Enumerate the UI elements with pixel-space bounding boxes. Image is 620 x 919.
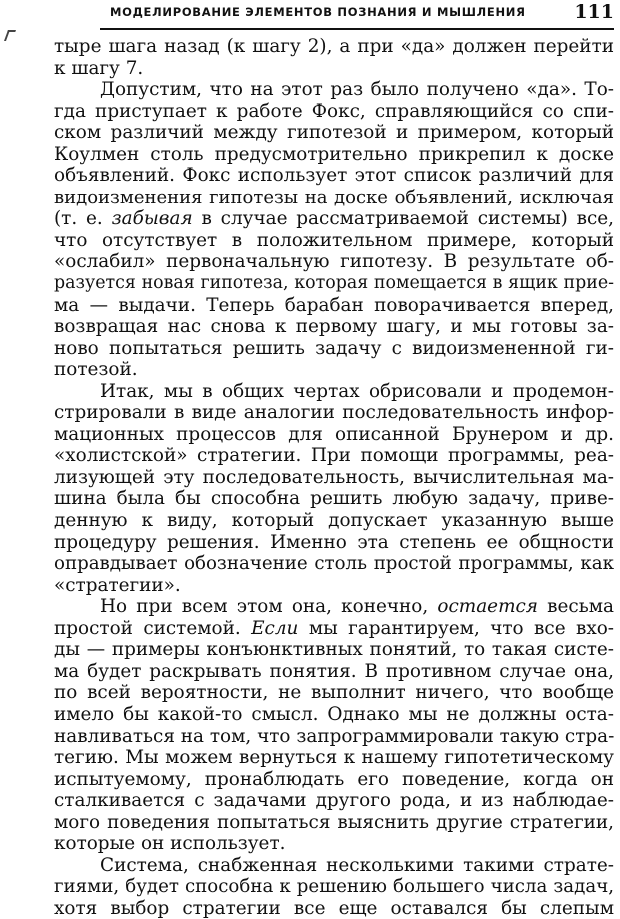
text-line: объявлений. Фокс использует этот список различий для [54, 165, 614, 187]
text-line [54, 596, 614, 618]
body-text [54, 36, 614, 919]
text-line: возвращая нас снова к первому шагу, и мы готовы за- [54, 316, 614, 338]
text-line: оправдывает обозначение столь простой программы, как [54, 553, 614, 575]
text-line: «стратегии». [54, 574, 181, 596]
text-line: мационных процессов для описанной Брунером и др. [54, 423, 614, 445]
text-line: гда приступает к работе Фокс, справляющийся со спи- [54, 100, 614, 122]
text-line: видоизменения гипотезы на доске объявлений, исключая [54, 186, 614, 208]
text-line: к шагу 7. [54, 57, 144, 79]
text-line: которые он использует. [54, 833, 286, 855]
text-line: ском различий между гипотезой и примером, который [54, 122, 614, 144]
text-line: Система, снабженная несколькими такими страте- [100, 854, 614, 876]
text-line: потезой. [54, 359, 138, 381]
text-line: лизующей эту последовательность, вычислительная ма- [54, 466, 614, 488]
text-line: тыре шага назад (к шагу 2), а при «да» должен перейти [54, 36, 614, 57]
text-line: Допустим, что на этот раз было получено «да». То- [100, 79, 614, 101]
page-number: 111 [574, 1, 614, 23]
text-line: ды — примеры конъюнктивных понятий, то такая систе- [54, 639, 614, 661]
text-line: ма будет раскрывать понятия. В противном случае она, [54, 660, 614, 682]
text-line: Итак, мы в общих чертах обрисовали и продемон- [100, 380, 614, 402]
text-line: сталкивается с задачами другого рода, и из наблюдае- [54, 790, 614, 812]
text-line: что отсутствует в положительном примере, который [54, 229, 614, 251]
text-line: по всей вероятности, не выполнит ничего, что вообще [54, 682, 614, 704]
text-line: процедуру решения. Именно эта степень ее общности [54, 531, 614, 553]
text-line [54, 618, 614, 640]
text-line: тегию. Мы можем вернуться к нашему гипотетическому [54, 747, 614, 769]
text-line: ма — выдачи. Теперь барабан поворачивается вперед, [54, 294, 614, 316]
text-line: «холистской» стратегии. При помощи программы, реа- [54, 445, 614, 467]
text-line: мого поведения попытаться выяснить другие стратегии, [54, 811, 614, 833]
text-line: стрировали в виде аналогии последовательность инфор- [54, 402, 614, 424]
text-line [54, 208, 614, 230]
italic-term: Если [251, 617, 299, 639]
line-segment: простой системой. [54, 617, 252, 639]
text-line: ново попытаться решить задачу с видоизмененной ги- [54, 337, 614, 359]
text-line: «ослабил» первоначальную гипотезу. В результате об- [54, 251, 614, 273]
italic-term: остается [437, 596, 538, 618]
scan-mark [4, 30, 16, 41]
text-line: денную к виду, который допускает указанную выше [54, 510, 614, 532]
line-segment: мы гарантируем, что все вхо- [298, 617, 614, 639]
italic-term: забывая [111, 208, 193, 230]
text-line: гиями, будет способна к решению большего числа задач, [54, 876, 614, 898]
text-line: разуется новая гипотеза, которая помещается в ящик прие- [54, 273, 614, 294]
line-segment: весьма [537, 596, 614, 618]
running-title: МОДЕЛИРОВАНИЕ ЭЛЕМЕНТОВ ПОЗНАНИЯ И МЫШЛЕНИЯ [110, 5, 526, 19]
line-segment: Но при всем этом она, конечно, [100, 596, 438, 618]
running-head [100, 0, 614, 30]
text-line: имело бы какой-то смысл. Однако мы не должны оста- [54, 703, 614, 725]
text-line: шина была бы способна решить любую задачу, приве- [54, 488, 614, 510]
text-line: хотя выбор стратегии все еще оставался бы слепым [54, 897, 614, 919]
text-line: испытуемому, пронаблюдать его поведение, когда он [54, 768, 614, 790]
line-segment: (т. е. [54, 208, 112, 230]
line-segment: в случае рассматриваемой системы) все, [192, 208, 614, 230]
text-line: навливаться на том, что запрограммировали такую стра- [54, 725, 614, 747]
text-line: Коулмен столь предусмотрительно прикрепил к доске [54, 143, 614, 165]
